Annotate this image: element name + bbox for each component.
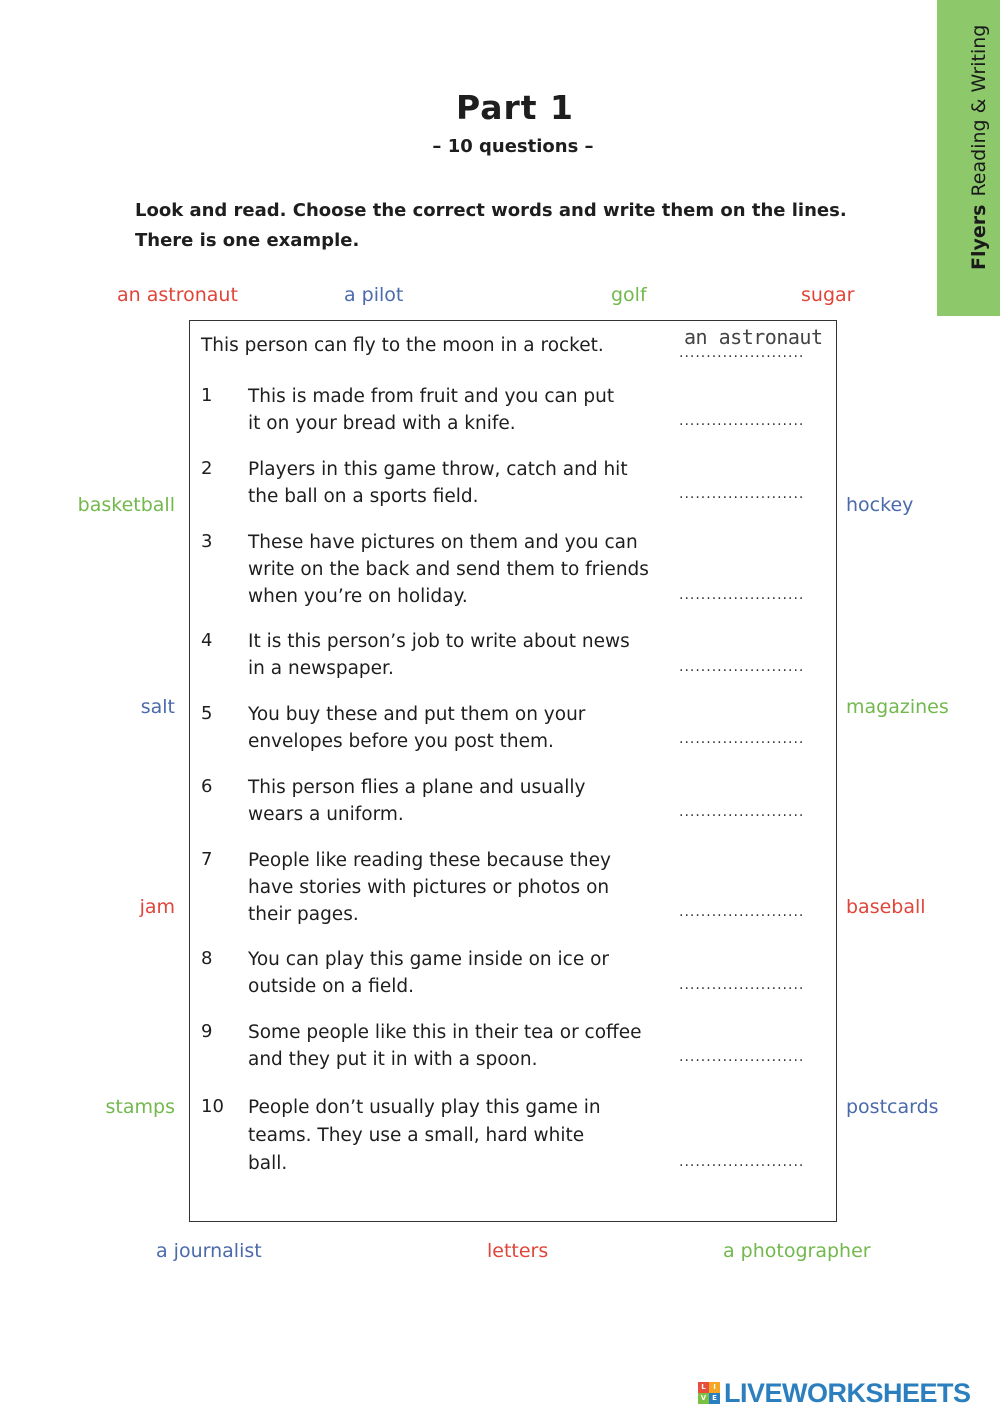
question-text (248, 774, 668, 828)
question-line: in a newspaper. (248, 658, 394, 679)
word-option[interactable]: baseball (846, 896, 926, 918)
question-text (248, 383, 668, 437)
question-box (189, 320, 837, 1222)
logo-letter: V (698, 1393, 709, 1404)
logo-letter: I (709, 1382, 720, 1393)
word-option[interactable]: basketball (77, 494, 175, 516)
instructions-line-2: There is one example. (135, 230, 360, 251)
question-number: 1 (201, 385, 213, 406)
answer-input[interactable]: ....................... (679, 1049, 805, 1065)
logo-icon (698, 1382, 720, 1404)
question-line: envelopes before you post them. (248, 731, 554, 752)
word-option[interactable]: a journalist (156, 1240, 262, 1262)
example-answer: an astronaut (684, 325, 823, 349)
question-line: It is this person’s job to write about news (248, 631, 630, 652)
question-text (248, 847, 668, 928)
word-option[interactable]: an astronaut (117, 284, 238, 306)
side-tab (937, 0, 1000, 316)
question-line: outside on a field. (248, 976, 415, 997)
question-line: Players in this game throw, catch and hit (248, 459, 628, 480)
question-text (248, 1019, 668, 1073)
question-line: wears a uniform. (248, 804, 404, 825)
question-line: it on your bread with a knife. (248, 413, 516, 434)
question-line: You can play this game inside on ice or (248, 949, 610, 970)
section-label: Reading & Writing (968, 24, 990, 197)
page-title: Part 1 (455, 88, 575, 127)
question-line: You buy these and put them on your (248, 704, 586, 725)
answer-input[interactable]: ....................... (679, 731, 805, 747)
answer-input[interactable]: ....................... (679, 804, 805, 820)
logo-letter: L (698, 1382, 709, 1393)
question-text (248, 946, 668, 1000)
question-line: People don’t usually play this game in (248, 1097, 601, 1118)
question-number: 2 (201, 458, 213, 479)
logo-text: LIVEWORKSHEETS (724, 1377, 971, 1408)
question-line: when you’re on holiday. (248, 586, 468, 607)
answer-input[interactable]: ....................... (679, 1154, 805, 1170)
answer-input[interactable]: ....................... (679, 904, 805, 920)
question-line: This person flies a plane and usually (248, 777, 586, 798)
answer-input[interactable]: ....................... (679, 587, 805, 603)
answer-input[interactable]: ....................... (679, 977, 805, 993)
instructions (135, 196, 915, 256)
question-number: 5 (201, 703, 213, 724)
word-option[interactable]: sugar (801, 284, 855, 306)
question-number: 6 (201, 776, 213, 797)
question-line: People like reading these because they (248, 850, 611, 871)
word-option[interactable]: hockey (846, 494, 914, 516)
question-number: 8 (201, 948, 213, 969)
question-line: and they put it in with a spoon. (248, 1049, 538, 1070)
word-option[interactable]: golf (611, 284, 647, 306)
question-text (248, 628, 668, 682)
answer-input[interactable]: ....................... (679, 413, 805, 429)
word-option[interactable]: magazines (846, 696, 949, 718)
word-option[interactable]: jam (139, 896, 175, 918)
question-line: have stories with pictures or photos on (248, 877, 610, 898)
answer-input[interactable]: ....................... (679, 486, 805, 502)
question-number: 3 (201, 531, 213, 552)
question-line: teams. They use a small, hard white (248, 1125, 585, 1146)
question-line: This is made from fruit and you can put (248, 386, 615, 407)
question-number: 7 (201, 849, 213, 870)
page-subtitle: – 10 questions – (432, 136, 594, 157)
word-option[interactable]: a pilot (344, 284, 404, 306)
question-text (248, 529, 668, 610)
question-text (248, 456, 668, 510)
word-option[interactable]: stamps (105, 1096, 175, 1118)
liveworksheets-logo (698, 1378, 971, 1408)
example-question: This person can fly to the moon in a rocket. (201, 335, 604, 356)
question-text (248, 1094, 668, 1178)
question-number: 10 (201, 1096, 224, 1117)
question-line: ball. (248, 1153, 288, 1174)
question-text (248, 701, 668, 755)
word-option[interactable]: salt (140, 696, 175, 718)
question-line: the ball on a sports field. (248, 486, 479, 507)
word-option[interactable]: letters (487, 1240, 549, 1262)
instructions-line-1: Look and read. Choose the correct words and write them on the lines. (135, 200, 847, 221)
question-line: their pages. (248, 904, 359, 925)
example-answer-line: ....................... (679, 345, 805, 361)
word-option[interactable]: a photographer (723, 1240, 871, 1262)
question-line: Some people like this in their tea or coffee (248, 1022, 642, 1043)
answer-input[interactable]: ....................... (679, 659, 805, 675)
level-label: Flyers (968, 204, 990, 270)
question-number: 4 (201, 630, 213, 651)
question-line: These have pictures on them and you can (248, 532, 638, 553)
logo-letter: E (709, 1393, 720, 1404)
question-line: write on the back and send them to friends (248, 559, 649, 580)
word-option[interactable]: postcards (846, 1096, 939, 1118)
question-number: 9 (201, 1021, 213, 1042)
